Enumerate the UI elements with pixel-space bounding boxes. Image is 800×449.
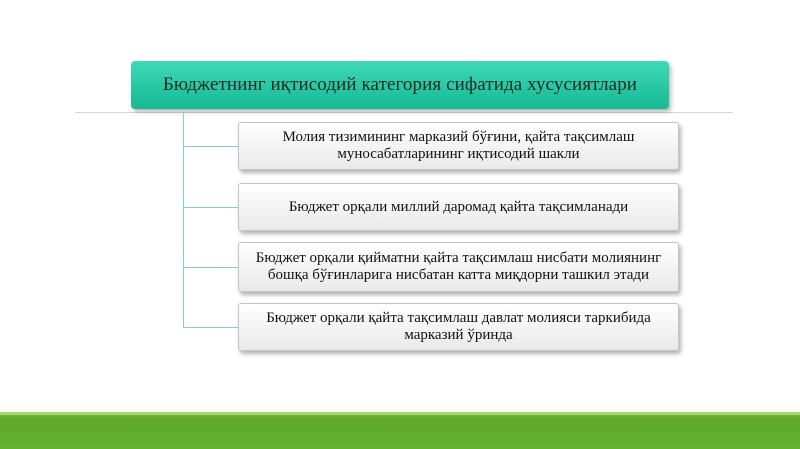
diagram-item-1-text: Молия тизимининг марказий бўғини, қайта тақсимлаш муносабатларининг иқтисодий шакли bbox=[282, 129, 635, 162]
divider-line bbox=[75, 112, 733, 113]
diagram-item-4-text: Бюджет орқали қайта тақсимлаш давлат молияси таркибида марказий ўринда bbox=[266, 310, 651, 343]
diagram-title: Бюджетнинг иқтисодий категория сифатида хусусиятлари bbox=[162, 74, 638, 95]
footer-bar-highlight bbox=[0, 412, 800, 415]
diagram-item-1 bbox=[238, 122, 679, 170]
diagram-item-3-text: Бюджет орқали қийматни қайта тақсимлаш нисбати молиянинг бошқа бўғинларига нисбатан катта миқдорни ташкил этади bbox=[255, 250, 662, 283]
connector-branch-1 bbox=[183, 146, 239, 147]
diagram-item-3 bbox=[238, 242, 679, 292]
connector-branch-4 bbox=[183, 327, 239, 328]
diagram-title-box bbox=[131, 61, 669, 109]
connector-branch-3 bbox=[183, 267, 239, 268]
connector-branch-2 bbox=[183, 207, 239, 208]
footer-bar bbox=[0, 412, 800, 449]
connector-trunk bbox=[183, 112, 184, 327]
diagram-item-2-text: Бюджет орқали миллий даромад қайта тақсимланади bbox=[288, 198, 629, 215]
diagram-item-4 bbox=[238, 303, 679, 351]
diagram-item-2 bbox=[238, 183, 679, 231]
